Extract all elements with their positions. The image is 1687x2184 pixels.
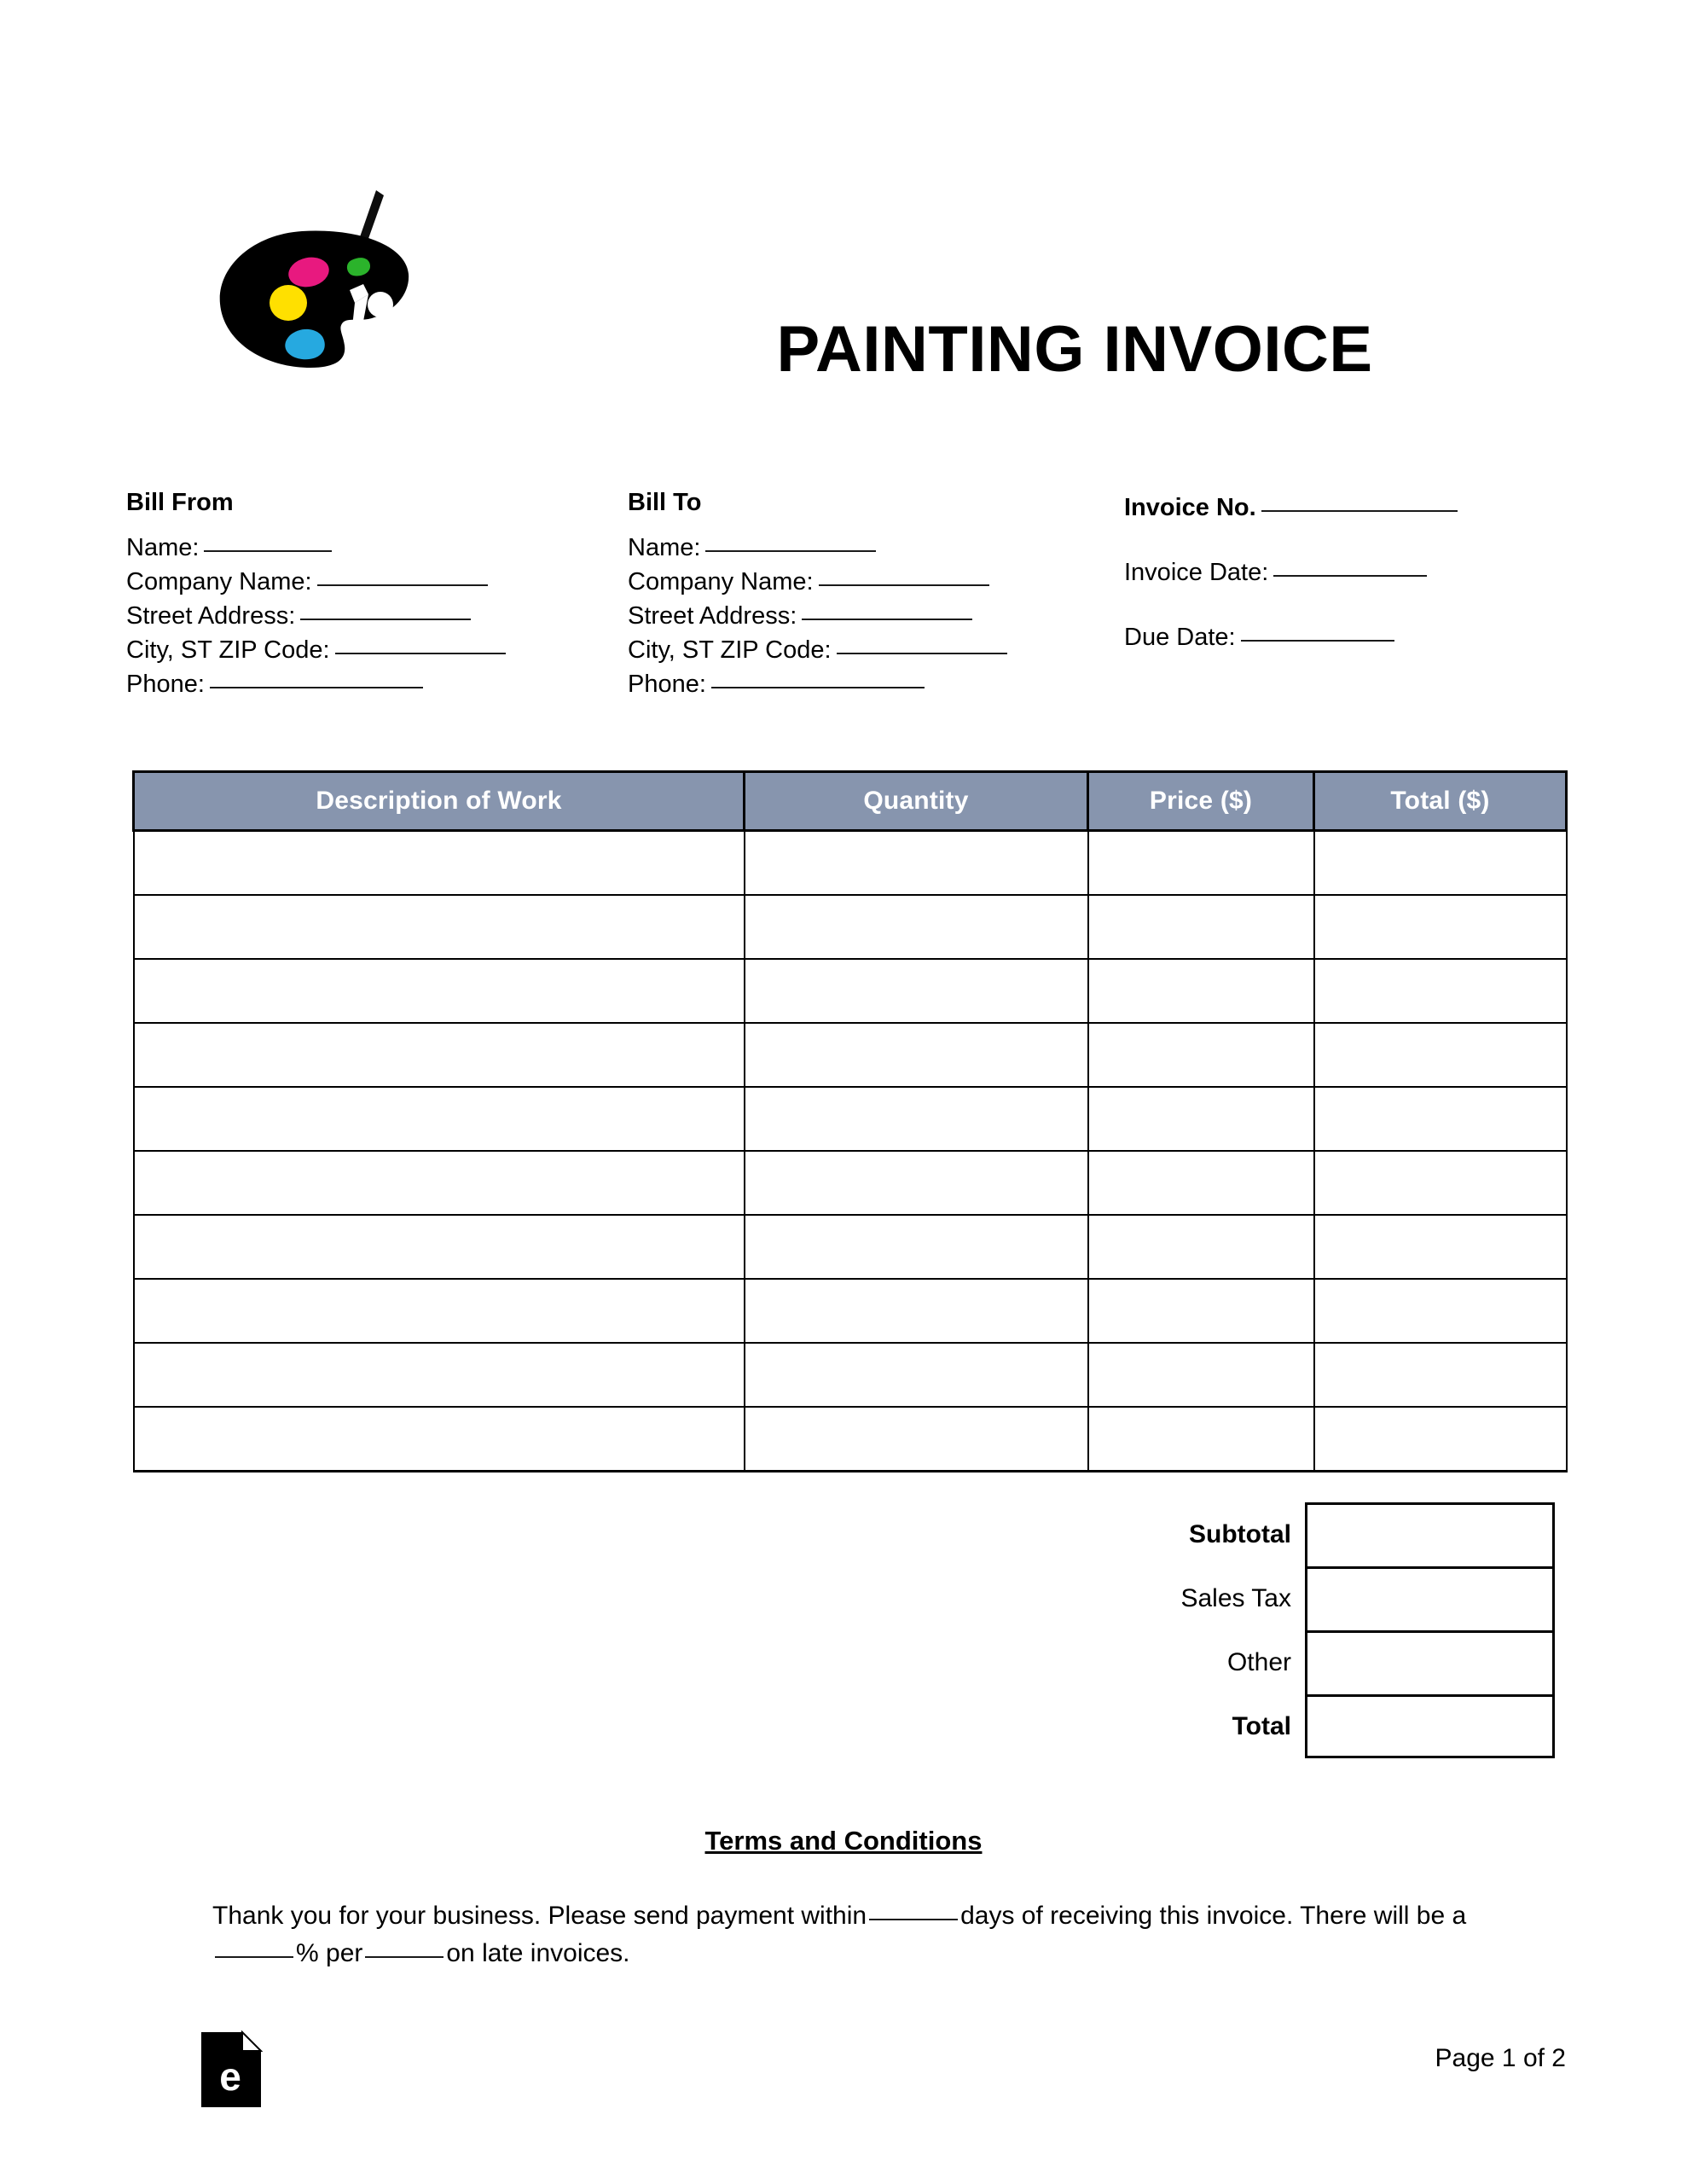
cell-quantity[interactable] <box>745 959 1088 1023</box>
column-header-total: Total ($) <box>1314 772 1567 831</box>
bill-to-company-rule[interactable] <box>819 584 989 586</box>
bill-from-city-field[interactable] <box>126 633 621 667</box>
cell-total[interactable] <box>1314 1087 1567 1151</box>
bill-to-name-label: Name: <box>628 534 701 561</box>
terms-percent-blank[interactable] <box>215 1956 293 1958</box>
cell-description[interactable] <box>134 1215 745 1279</box>
bill-to-phone-field[interactable] <box>628 667 1122 701</box>
cell-price[interactable] <box>1088 1343 1314 1407</box>
cell-total[interactable] <box>1314 831 1567 896</box>
totals-row <box>1083 1630 1555 1694</box>
table-header-row <box>134 772 1567 831</box>
totals-label: Other <box>1226 1647 1291 1676</box>
page-number: Page 1 of 2 <box>1435 2044 1566 2072</box>
invoice-number-field[interactable] <box>1124 491 1602 525</box>
cell-price[interactable] <box>1088 831 1314 896</box>
column-header-description: Description of Work <box>134 772 745 831</box>
document-footer <box>0 2030 1687 2150</box>
invoice-meta-block <box>1124 491 1602 654</box>
invoice-date-rule[interactable] <box>1273 575 1427 577</box>
terms-text-part-4: on late invoices. <box>446 1939 630 1967</box>
cell-description[interactable] <box>134 1279 745 1343</box>
column-header-quantity: Quantity <box>745 772 1088 831</box>
table-row <box>134 1087 1567 1151</box>
bill-from-phone-label: Phone: <box>126 671 205 698</box>
bill-from-phone-field[interactable] <box>126 667 621 701</box>
totals-label: Total <box>1232 1711 1291 1740</box>
terms-text-part-3: % per <box>296 1939 363 1967</box>
cell-total[interactable] <box>1314 959 1567 1023</box>
bill-to-city-rule[interactable] <box>837 653 1007 654</box>
invoice-date-field[interactable] <box>1124 555 1602 590</box>
cell-quantity[interactable] <box>745 895 1088 959</box>
paint-palette-icon <box>201 183 432 380</box>
cell-description[interactable] <box>134 1151 745 1215</box>
page-title: PAINTING INVOICE <box>776 313 1373 386</box>
totals-label: Sales Tax <box>1180 1583 1291 1612</box>
totals-row <box>1083 1566 1555 1630</box>
cell-price[interactable] <box>1088 1023 1314 1087</box>
bill-to-phone-rule[interactable] <box>711 687 925 688</box>
svg-text:e: e <box>219 2054 241 2099</box>
table-row <box>134 831 1567 896</box>
bill-to-name-field[interactable] <box>628 531 1122 565</box>
table-body <box>134 831 1567 1472</box>
cell-total[interactable] <box>1314 1279 1567 1343</box>
table-row <box>134 1151 1567 1215</box>
bill-from-phone-rule[interactable] <box>210 687 423 688</box>
totals-value-box[interactable] <box>1305 1502 1555 1566</box>
due-date-label: Due Date: <box>1124 624 1236 651</box>
bill-from-name-rule[interactable] <box>204 550 332 552</box>
bill-to-block <box>628 491 1122 701</box>
bill-from-company-label: Company Name: <box>126 568 312 595</box>
totals-label: Subtotal <box>1189 1519 1291 1548</box>
cell-total[interactable] <box>1314 1407 1567 1472</box>
bill-to-phone-label: Phone: <box>628 671 706 698</box>
cell-quantity[interactable] <box>745 1215 1088 1279</box>
cell-total[interactable] <box>1314 1343 1567 1407</box>
totals-value-box[interactable] <box>1305 1630 1555 1694</box>
cell-price[interactable] <box>1088 1151 1314 1215</box>
bill-to-street-label: Street Address: <box>628 602 797 630</box>
invoice-date-label: Invoice Date: <box>1124 559 1269 586</box>
bill-from-name-field[interactable] <box>126 531 621 565</box>
cell-total[interactable] <box>1314 895 1567 959</box>
cell-price[interactable] <box>1088 1215 1314 1279</box>
cell-quantity[interactable] <box>745 1087 1088 1151</box>
table-row <box>134 959 1567 1023</box>
bill-to-heading: Bill To <box>628 489 702 516</box>
bill-to-city-label: City, ST ZIP Code: <box>628 636 832 664</box>
terms-text-part-1: Thank you for your business. Please send payment within <box>212 1902 867 1930</box>
column-header-price: Price ($) <box>1088 772 1314 831</box>
table-row <box>134 895 1567 959</box>
terms-period-blank[interactable] <box>365 1956 443 1958</box>
cell-description[interactable] <box>134 1087 745 1151</box>
cell-quantity[interactable] <box>745 1279 1088 1343</box>
invoice-number-label: Invoice No. <box>1124 494 1256 521</box>
cell-price[interactable] <box>1088 959 1314 1023</box>
terms-text-part-2: days of receiving this invoice. There will be a <box>960 1902 1467 1930</box>
cell-price[interactable] <box>1088 1279 1314 1343</box>
bill-to-name-rule[interactable] <box>705 550 876 552</box>
line-items-table <box>132 770 1568 1472</box>
cell-description[interactable] <box>134 1407 745 1472</box>
bill-to-city-field[interactable] <box>628 633 1122 667</box>
cell-description[interactable] <box>134 959 745 1023</box>
terms-title: Terms and Conditions <box>704 1826 983 1856</box>
cell-quantity[interactable] <box>745 1023 1088 1087</box>
cell-price[interactable] <box>1088 1407 1314 1472</box>
cell-price[interactable] <box>1088 1087 1314 1151</box>
bill-to-street-rule[interactable] <box>802 619 972 620</box>
cell-quantity[interactable] <box>745 1407 1088 1472</box>
terms-days-blank[interactable] <box>869 1919 958 1920</box>
cell-price[interactable] <box>1088 895 1314 959</box>
invoice-number-rule[interactable] <box>1261 510 1458 512</box>
bill-from-block <box>126 491 621 701</box>
bill-from-name-label: Name: <box>126 534 200 561</box>
cell-total[interactable] <box>1314 1215 1567 1279</box>
cell-description[interactable] <box>134 1023 745 1087</box>
due-date-field[interactable] <box>1124 620 1602 654</box>
bill-from-company-rule[interactable] <box>317 584 488 586</box>
document-header <box>0 0 1687 461</box>
bill-to-street-field[interactable] <box>628 599 1122 633</box>
cell-quantity[interactable] <box>745 1151 1088 1215</box>
bill-from-street-rule[interactable] <box>300 619 471 620</box>
totals-row <box>1083 1502 1555 1566</box>
eforms-document-icon[interactable] <box>200 2030 263 2109</box>
terms-section <box>0 1826 1687 1972</box>
bill-from-company-field[interactable] <box>126 565 621 599</box>
cell-description[interactable] <box>134 1343 745 1407</box>
cell-quantity[interactable] <box>745 1343 1088 1407</box>
cell-description[interactable] <box>134 831 745 896</box>
cell-total[interactable] <box>1314 1023 1567 1087</box>
bill-from-heading: Bill From <box>126 489 234 516</box>
parties-section <box>0 491 1687 712</box>
bill-to-company-label: Company Name: <box>628 568 814 595</box>
table-row <box>134 1279 1567 1343</box>
table-row <box>134 1343 1567 1407</box>
bill-from-city-rule[interactable] <box>335 653 506 654</box>
table-row <box>134 1407 1567 1472</box>
table-header <box>134 772 1567 831</box>
totals-row <box>1083 1694 1555 1758</box>
cell-total[interactable] <box>1314 1151 1567 1215</box>
bill-to-company-field[interactable] <box>628 565 1122 599</box>
due-date-rule[interactable] <box>1241 640 1394 642</box>
totals-value-box[interactable] <box>1305 1694 1555 1758</box>
table-row <box>134 1023 1567 1087</box>
bill-from-street-field[interactable] <box>126 599 621 633</box>
terms-text <box>212 1897 1475 1972</box>
totals-value-box[interactable] <box>1305 1566 1555 1630</box>
totals-section <box>1083 1502 1555 1758</box>
table-row <box>134 1215 1567 1279</box>
cell-quantity[interactable] <box>745 831 1088 896</box>
bill-from-city-label: City, ST ZIP Code: <box>126 636 330 664</box>
bill-from-street-label: Street Address: <box>126 602 296 630</box>
cell-description[interactable] <box>134 895 745 959</box>
